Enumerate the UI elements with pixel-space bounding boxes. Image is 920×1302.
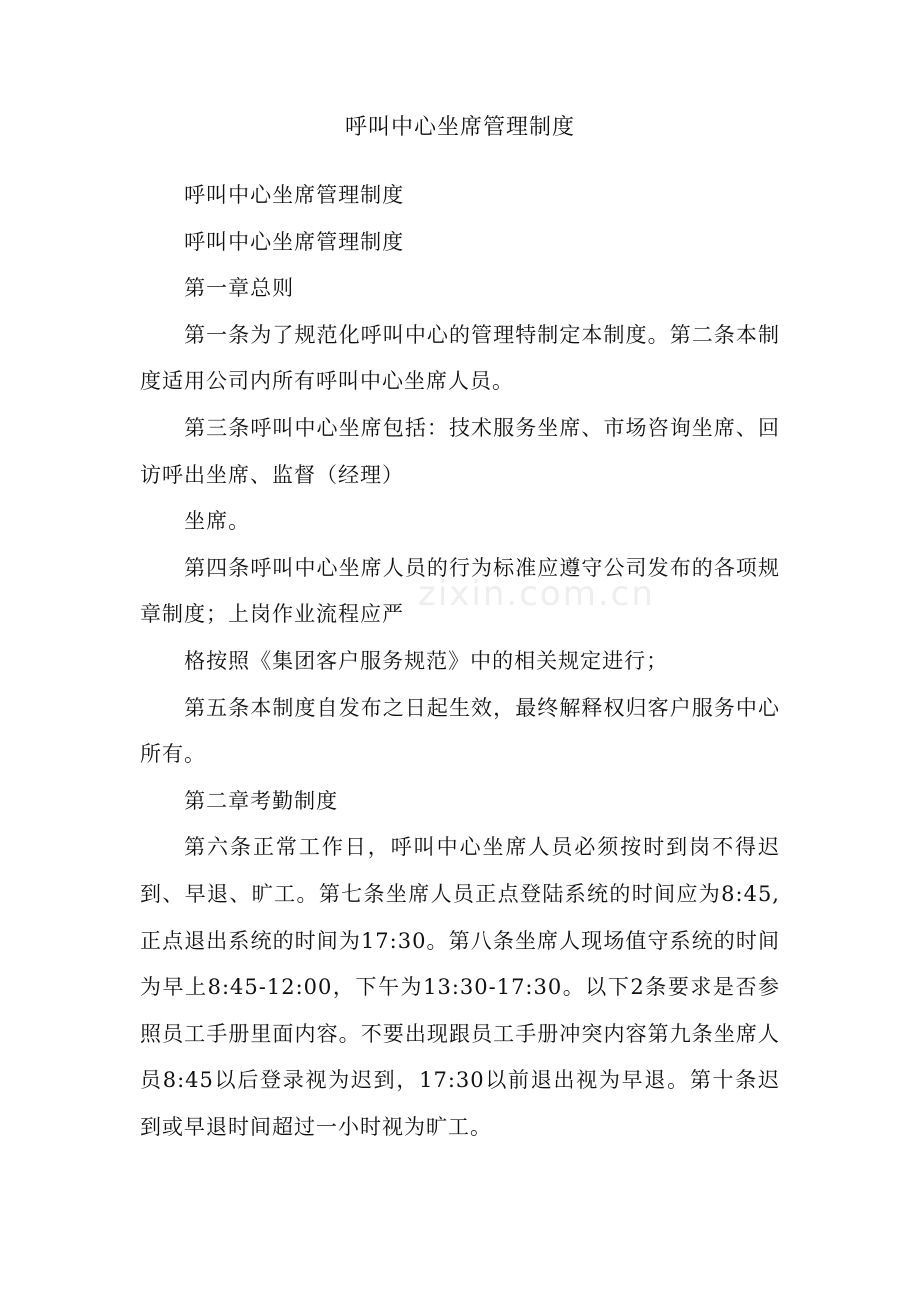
paragraph-heading-1: 呼叫中心坐席管理制度 <box>184 183 405 207</box>
paragraph-article-3-cont: 坐席。 <box>184 509 251 534</box>
chapter-1-heading: 第一章总则 <box>184 276 295 301</box>
paragraph-article-1-2: 第一条为了规范化呼叫中心的管理特制定本制度。第二条本制度适用公司内所有呼叫中心坐席人员。 <box>140 322 780 394</box>
paragraph-article-3: 第三条呼叫中心坐席包括：技术服务坐席、市场咨询坐席、回访呼出坐席、监督（经理） <box>140 415 780 487</box>
paragraph-heading-2: 呼叫中心坐席管理制度 <box>184 229 405 254</box>
paragraph-article-4-cont: 格按照《集团客户服务规范》中的相关规定进行； <box>184 648 669 673</box>
document-title: 呼叫中心坐席管理制度 <box>344 115 575 140</box>
paragraph-article-5: 第五条本制度自发布之日起生效，最终解释权归客户服务中心所有。 <box>140 695 780 767</box>
paragraph-article-6-10: 第六条正常工作日，呼叫中心坐席人员必须按时到岗不得迟到、早退、旷工。第七条坐席人员正点登陆系统的时间应为8:45,正点退出系统的时间为17:30。第八条坐席人现场值守系统的时间为早上8:45-12:00，下午为13:30-17:30。以下2条要求是否参照员工手册里面内容。不要出现跟员工手册冲突内容第九条坐席人员8:45以后登录视为迟到，17:30以前退出视为早退。第十条迟到或早退时间超过一小时视为旷工。 <box>140 835 780 1139</box>
watermark: zixin.com.cn <box>418 574 655 614</box>
paragraph-article-4: 第四条呼叫中心坐席人员的行为标准应遵守公司发布的各项规章制度；上岗作业流程应严 <box>140 555 780 627</box>
document-body <box>140 172 780 1150</box>
chapter-2-heading: 第二章考勤制度 <box>184 788 339 813</box>
